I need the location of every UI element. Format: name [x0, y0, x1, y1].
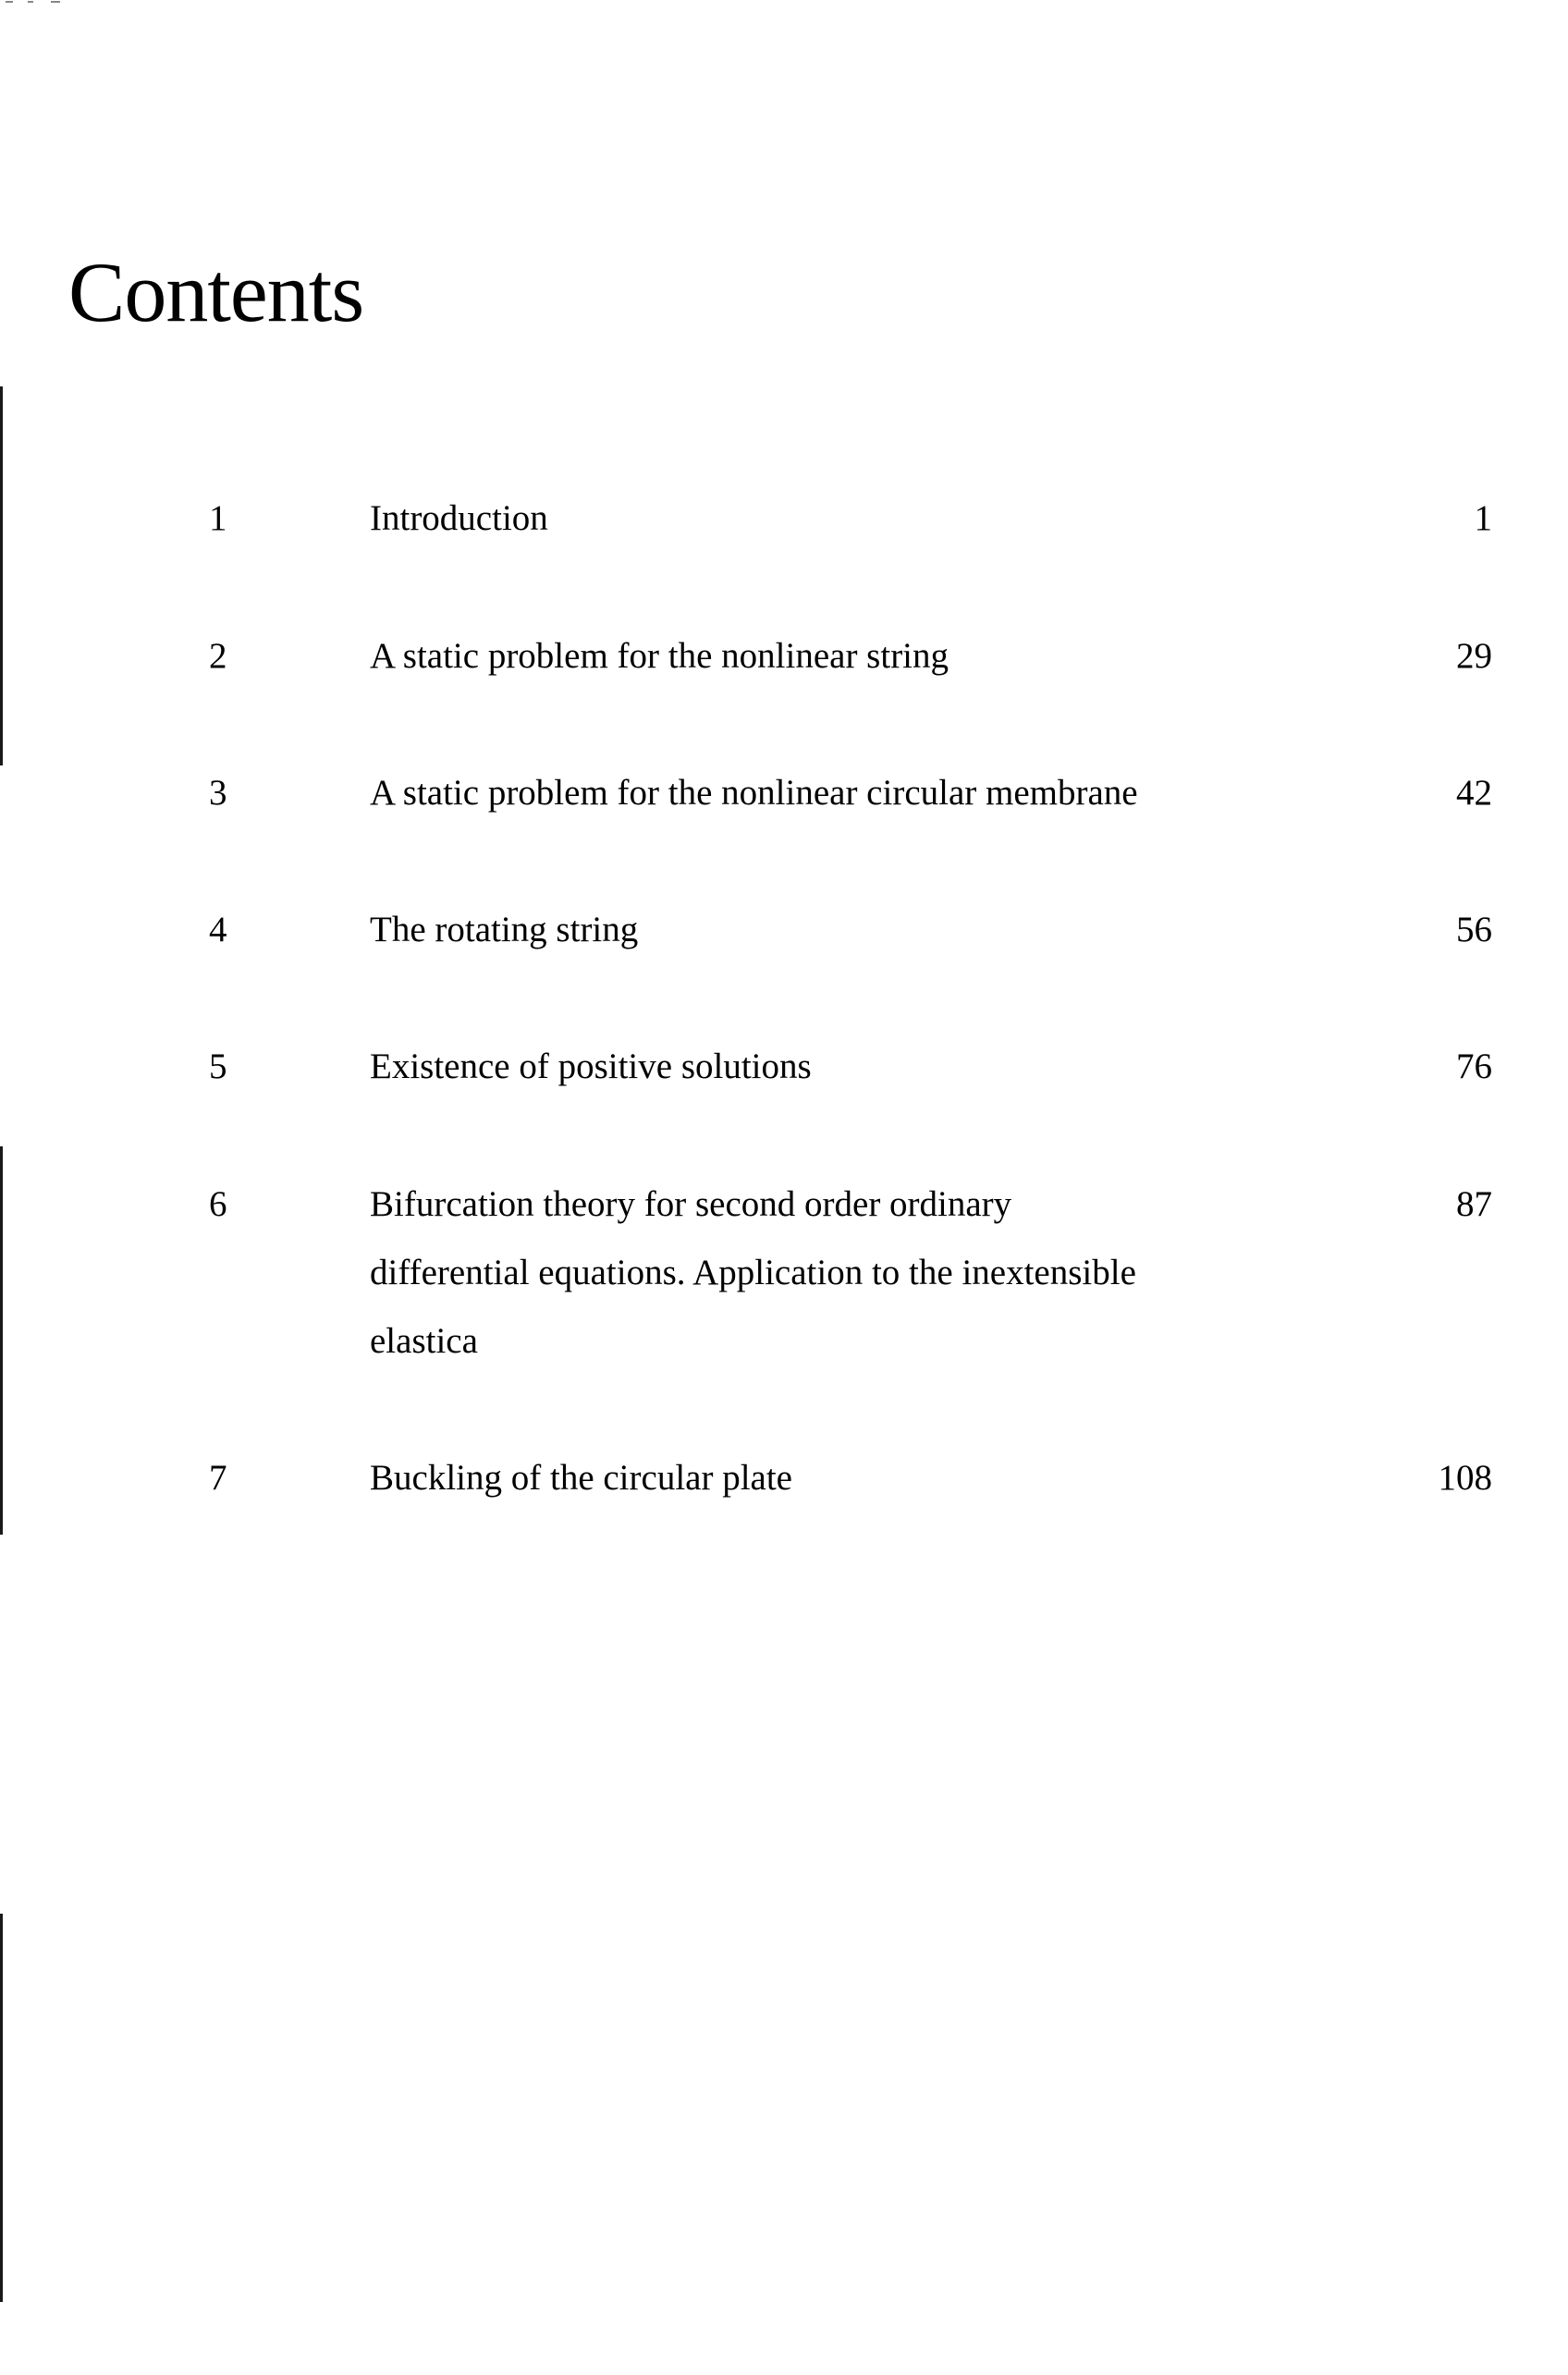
chapter-page-number: 1: [1474, 498, 1492, 538]
chapter-number: 4: [209, 910, 227, 949]
chapter-title: A static problem for the nonlinear circular membrane: [370, 773, 1138, 813]
chapter-page-number: 76: [1456, 1047, 1492, 1086]
chapter-number: 2: [209, 636, 227, 676]
chapter-page-number: 29: [1456, 636, 1492, 676]
chapter-title: Introduction: [370, 498, 548, 538]
page-title: Contents: [68, 245, 364, 339]
chapter-number: 6: [209, 1184, 227, 1224]
chapter-title: Bifurcation theory for second order ordinary differential equations. Application to the inextensible elastica: [370, 1184, 1136, 1361]
chapter-number: 5: [209, 1047, 227, 1086]
chapter-page-number: 108: [1438, 1458, 1492, 1498]
chapter-page-number: 87: [1456, 1184, 1492, 1224]
chapter-title: Buckling of the circular plate: [370, 1458, 792, 1498]
chapter-page-number: 42: [1456, 773, 1492, 813]
chapter-number: 7: [209, 1458, 227, 1498]
chapter-page-number: 56: [1456, 910, 1492, 949]
chapter-title: The rotating string: [370, 910, 639, 949]
chapter-title: Existence of positive solutions: [370, 1047, 812, 1086]
chapter-title: A static problem for the nonlinear string: [370, 636, 949, 676]
chapter-number: 1: [209, 498, 227, 538]
chapter-number: 3: [209, 773, 227, 813]
